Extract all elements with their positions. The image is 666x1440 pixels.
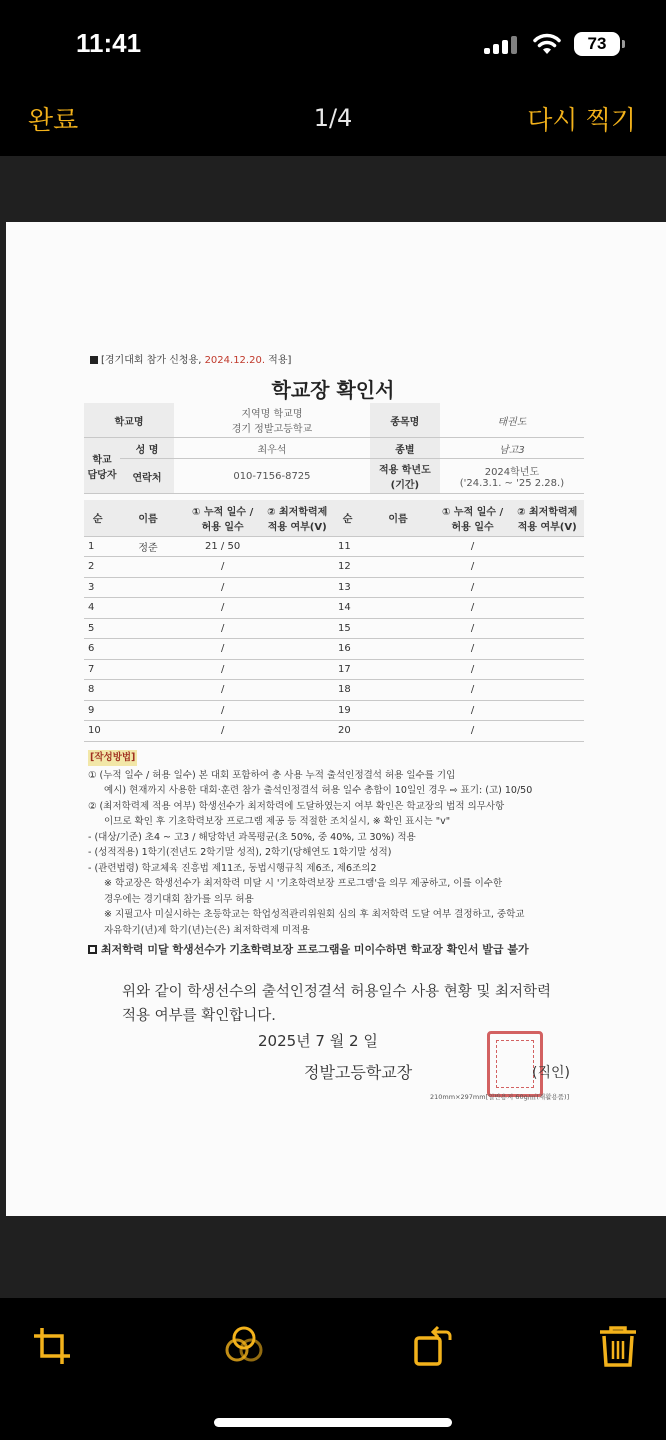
row-name-right bbox=[361, 618, 435, 639]
row-days-right: / bbox=[435, 659, 511, 680]
row-num-left: 1 bbox=[84, 536, 111, 557]
note-7: ※ 지필고사 미실시하는 초등학교는 학업성적관리위원회 심의 후 최저학력 도달 여부 결정하고, 중학교 bbox=[104, 909, 525, 920]
row-name-right bbox=[361, 639, 435, 660]
row-name-right bbox=[361, 700, 435, 721]
note-1: ① (누적 일수 / 허용 일수) 본 대회 포함하여 총 사용 누적 출석인정결석 허용 일수를 기입 bbox=[88, 769, 456, 781]
row-name-right bbox=[361, 557, 435, 578]
info-table bbox=[84, 403, 584, 494]
row-apply-right bbox=[510, 618, 584, 639]
row-name-right bbox=[361, 680, 435, 701]
row-apply-right bbox=[510, 557, 584, 578]
year-value-line-2: ('24.3.1. ~ '25 2.28.) bbox=[459, 478, 565, 489]
row-days-right: / bbox=[435, 577, 511, 598]
row-apply-left bbox=[260, 700, 334, 721]
header-suffix: 적용] bbox=[265, 355, 292, 366]
row-name-left bbox=[111, 680, 185, 701]
row-apply-left bbox=[260, 598, 334, 619]
row-num-left: 10 bbox=[84, 721, 111, 742]
col-name-right: 이름 bbox=[361, 500, 435, 536]
year-label-line-2: (기간) bbox=[390, 480, 420, 491]
cellular-signal-icon bbox=[484, 36, 522, 54]
row-days-left: / bbox=[185, 557, 261, 578]
note-3: - (대상/기준) 초4 ~ 고3 / 해당학년 과목평균(초 50%, 중 40%, 고 30%) 적용 bbox=[88, 831, 416, 843]
attendance-table bbox=[84, 500, 584, 742]
row-name-left bbox=[111, 577, 185, 598]
name-value: 최우석 bbox=[174, 438, 370, 459]
row-apply-right bbox=[510, 680, 584, 701]
row-apply-left bbox=[260, 557, 334, 578]
row-apply-left bbox=[260, 639, 334, 660]
writing-instructions bbox=[88, 750, 588, 958]
row-name-left bbox=[111, 639, 185, 660]
warning-text: 최저학력 미달 학생선수가 기초학력보장 프로그램을 미이수하면 학교장 확인서 발급 불가 bbox=[101, 943, 529, 956]
table-row bbox=[84, 598, 584, 619]
row-num-left: 9 bbox=[84, 700, 111, 721]
document-title: 학교장 확인서 bbox=[271, 378, 395, 402]
home-indicator[interactable] bbox=[214, 1418, 452, 1427]
row-name-right bbox=[361, 659, 435, 680]
status-bar bbox=[0, 0, 666, 88]
retake-button[interactable]: 다시 찍기 bbox=[527, 106, 636, 136]
row-name-left bbox=[111, 598, 185, 619]
col-apply-left-line-1: ② 최저학력제 bbox=[267, 506, 328, 518]
note-7b: 자유학기(년)제 학기(년)는(은) 최저학력제 미적용 bbox=[104, 924, 310, 936]
row-apply-right bbox=[510, 721, 584, 742]
row-name-left bbox=[111, 557, 185, 578]
table-row bbox=[84, 577, 584, 598]
row-apply-right bbox=[510, 598, 584, 619]
col-apply-left-line-2: 적용 여부(V) bbox=[267, 521, 327, 533]
row-name-right bbox=[361, 721, 435, 742]
battery-icon: 73 bbox=[574, 32, 620, 56]
school-value-line-1: 지역명 학교명 bbox=[241, 409, 303, 420]
row-apply-right bbox=[510, 659, 584, 680]
row-num-right: 18 bbox=[334, 680, 361, 701]
year-value bbox=[440, 459, 584, 494]
row-name-left bbox=[111, 618, 185, 639]
row-days-left: / bbox=[185, 577, 261, 598]
confirmation-text bbox=[122, 980, 592, 1028]
seal-label: (직인) bbox=[532, 1065, 570, 1081]
row-days-right: / bbox=[435, 680, 511, 701]
row-days-left: / bbox=[185, 618, 261, 639]
row-name-right bbox=[361, 577, 435, 598]
wifi-icon bbox=[532, 33, 562, 55]
row-num-right: 17 bbox=[334, 659, 361, 680]
row-apply-left bbox=[260, 680, 334, 701]
filters-icon[interactable] bbox=[222, 1324, 266, 1368]
note-2b: 이므로 확인 후 기초학력보장 프로그램 제공 등 적절한 조치실시, ※ 확인 표시는 "v" bbox=[104, 816, 451, 827]
school-value bbox=[174, 403, 370, 438]
row-apply-right bbox=[510, 639, 584, 660]
year-value-line-1: 2024학년도 bbox=[484, 467, 540, 478]
rotate-icon[interactable] bbox=[410, 1324, 454, 1368]
row-days-right: / bbox=[435, 700, 511, 721]
row-num-left: 2 bbox=[84, 557, 111, 578]
row-num-right: 13 bbox=[334, 577, 361, 598]
row-days-right: / bbox=[435, 598, 511, 619]
row-days-left: / bbox=[185, 700, 261, 721]
row-num-right: 19 bbox=[334, 700, 361, 721]
row-days-right: / bbox=[435, 639, 511, 660]
row-name-left bbox=[111, 700, 185, 721]
row-num-right: 16 bbox=[334, 639, 361, 660]
note-4: - (성적적용) 1학기(전년도 2학기말 성적), 2학기(당해연도 1학기말 성적) bbox=[88, 847, 392, 858]
table-row bbox=[84, 700, 584, 721]
row-days-left: / bbox=[185, 721, 261, 742]
row-num-right: 12 bbox=[334, 557, 361, 578]
note-5: - (관련법령) 학교체육 진흥법 제11조, 동법시행규칙 제6조, 제6조의2 bbox=[88, 862, 377, 874]
col-days-right-line-1: ① 누적 일수 / bbox=[441, 506, 504, 518]
confirmation-line-2: 적용 여부를 확인합니다. bbox=[122, 1008, 276, 1024]
paper-size-note: 210mm×297mm[일반용지 60g/㎡(재활용품)] bbox=[430, 1093, 570, 1101]
row-num-left: 5 bbox=[84, 618, 111, 639]
row-apply-right bbox=[510, 577, 584, 598]
square-bullet-icon bbox=[90, 356, 98, 364]
col-apply-left bbox=[260, 500, 334, 536]
row-num-left: 3 bbox=[84, 577, 111, 598]
school-label: 학교명 bbox=[84, 403, 174, 438]
row-name-left: 정준 bbox=[111, 536, 185, 557]
row-apply-left bbox=[260, 577, 334, 598]
table-row bbox=[84, 680, 584, 701]
row-days-left: / bbox=[185, 680, 261, 701]
table-row bbox=[84, 721, 584, 742]
col-days-right bbox=[435, 500, 511, 536]
row-days-left: / bbox=[185, 659, 261, 680]
note-6: ※ 학교장은 학생선수가 최저학력 미달 시 '기초학력보장 프로그램'을 의무 제공하고, 이를 이수한 bbox=[104, 878, 503, 889]
row-apply-left bbox=[260, 536, 334, 557]
row-num-left: 4 bbox=[84, 598, 111, 619]
done-button[interactable]: 완료 bbox=[28, 106, 79, 136]
document-header bbox=[90, 351, 291, 366]
row-days-right: / bbox=[435, 721, 511, 742]
row-num-right: 11 bbox=[334, 536, 361, 557]
row-num-left: 6 bbox=[84, 639, 111, 660]
col-num-right: 순 bbox=[334, 500, 361, 536]
row-apply-right bbox=[510, 700, 584, 721]
event-value: 태권도 bbox=[440, 403, 584, 438]
name-label: 성 명 bbox=[120, 438, 174, 459]
row-days-right: / bbox=[435, 536, 511, 557]
staff-label: 학교 담당자 bbox=[84, 438, 120, 494]
issue-date: 2025년 7 월 2 일 bbox=[258, 1032, 378, 1050]
row-days-left: 21 / 50 bbox=[185, 536, 261, 557]
contact-value: 010-7156-8725 bbox=[174, 459, 370, 494]
warning-line bbox=[88, 942, 588, 958]
row-num-left: 8 bbox=[84, 680, 111, 701]
nav-bar bbox=[0, 88, 666, 156]
event-label: 종목명 bbox=[370, 403, 440, 438]
col-num-left: 순 bbox=[84, 500, 111, 536]
year-label-line-1: 적용 학년도 bbox=[378, 465, 431, 476]
row-days-left: / bbox=[185, 639, 261, 660]
status-time: 11:41 bbox=[76, 28, 142, 58]
instructions-heading: [작성방법] bbox=[88, 750, 137, 766]
col-apply-right-line-1: ② 최저학력제 bbox=[517, 506, 578, 518]
row-name-left bbox=[111, 659, 185, 680]
trash-icon[interactable] bbox=[596, 1324, 640, 1368]
table-row bbox=[84, 659, 584, 680]
row-apply-left bbox=[260, 721, 334, 742]
row-name-right bbox=[361, 598, 435, 619]
category-label: 종별 bbox=[370, 438, 440, 459]
col-days-left-line-1: ① 누적 일수 / bbox=[192, 506, 254, 518]
row-days-right: / bbox=[435, 557, 511, 578]
header-date: 2024.12.20. bbox=[204, 355, 265, 366]
col-name-left: 이름 bbox=[111, 500, 185, 536]
checkbox-square-icon bbox=[88, 945, 97, 954]
note-6b: 경우에는 경기대회 참가를 의무 허용 bbox=[104, 893, 254, 905]
year-label bbox=[370, 459, 440, 494]
row-num-right: 15 bbox=[334, 618, 361, 639]
attendance-body bbox=[84, 536, 584, 741]
col-days-left-line-2: 허용 일수 bbox=[201, 521, 244, 533]
page-indicator: 1/4 bbox=[313, 104, 353, 132]
note-2: ② (최저학력제 적용 여부) 학생선수가 최저학력에 도달하였는지 여부 확인은 학교장의 법적 의무사항 bbox=[88, 800, 505, 812]
crop-icon[interactable] bbox=[30, 1324, 74, 1368]
row-name-right bbox=[361, 536, 435, 557]
table-row bbox=[84, 536, 584, 557]
row-num-right: 20 bbox=[334, 721, 361, 742]
principal-title: 정발고등학교장 bbox=[304, 1063, 413, 1082]
col-apply-right-line-2: 적용 여부(V) bbox=[517, 521, 577, 533]
row-days-left: / bbox=[185, 598, 261, 619]
row-apply-right bbox=[510, 536, 584, 557]
school-value-line-2: 경기 정발고등학교 bbox=[231, 424, 313, 435]
row-name-left bbox=[111, 721, 185, 742]
table-row bbox=[84, 557, 584, 578]
row-num-right: 14 bbox=[334, 598, 361, 619]
row-num-left: 7 bbox=[84, 659, 111, 680]
col-days-left bbox=[185, 500, 261, 536]
row-days-right: / bbox=[435, 618, 511, 639]
table-row bbox=[84, 618, 584, 639]
col-apply-right bbox=[510, 500, 584, 536]
col-days-right-line-2: 허용 일수 bbox=[451, 521, 494, 533]
category-value: 남고3 bbox=[440, 438, 584, 459]
confirmation-line-1: 위와 같이 학생선수의 출석인정결석 허용일수 사용 현황 및 최저학력 bbox=[122, 984, 552, 1000]
note-1b: 예시) 현재까지 사용한 대회·훈련 참가 출석인정결석 허용 일수 총합이 10일인 경우 ⇨ 표기: (고) 10/50 bbox=[104, 785, 533, 796]
table-row bbox=[84, 639, 584, 660]
header-prefix: [경기대회 참가 신청용, bbox=[101, 355, 205, 366]
contact-label: 연락처 bbox=[120, 459, 174, 494]
attendance-header-row bbox=[84, 500, 584, 536]
row-apply-left bbox=[260, 618, 334, 639]
row-apply-left bbox=[260, 659, 334, 680]
